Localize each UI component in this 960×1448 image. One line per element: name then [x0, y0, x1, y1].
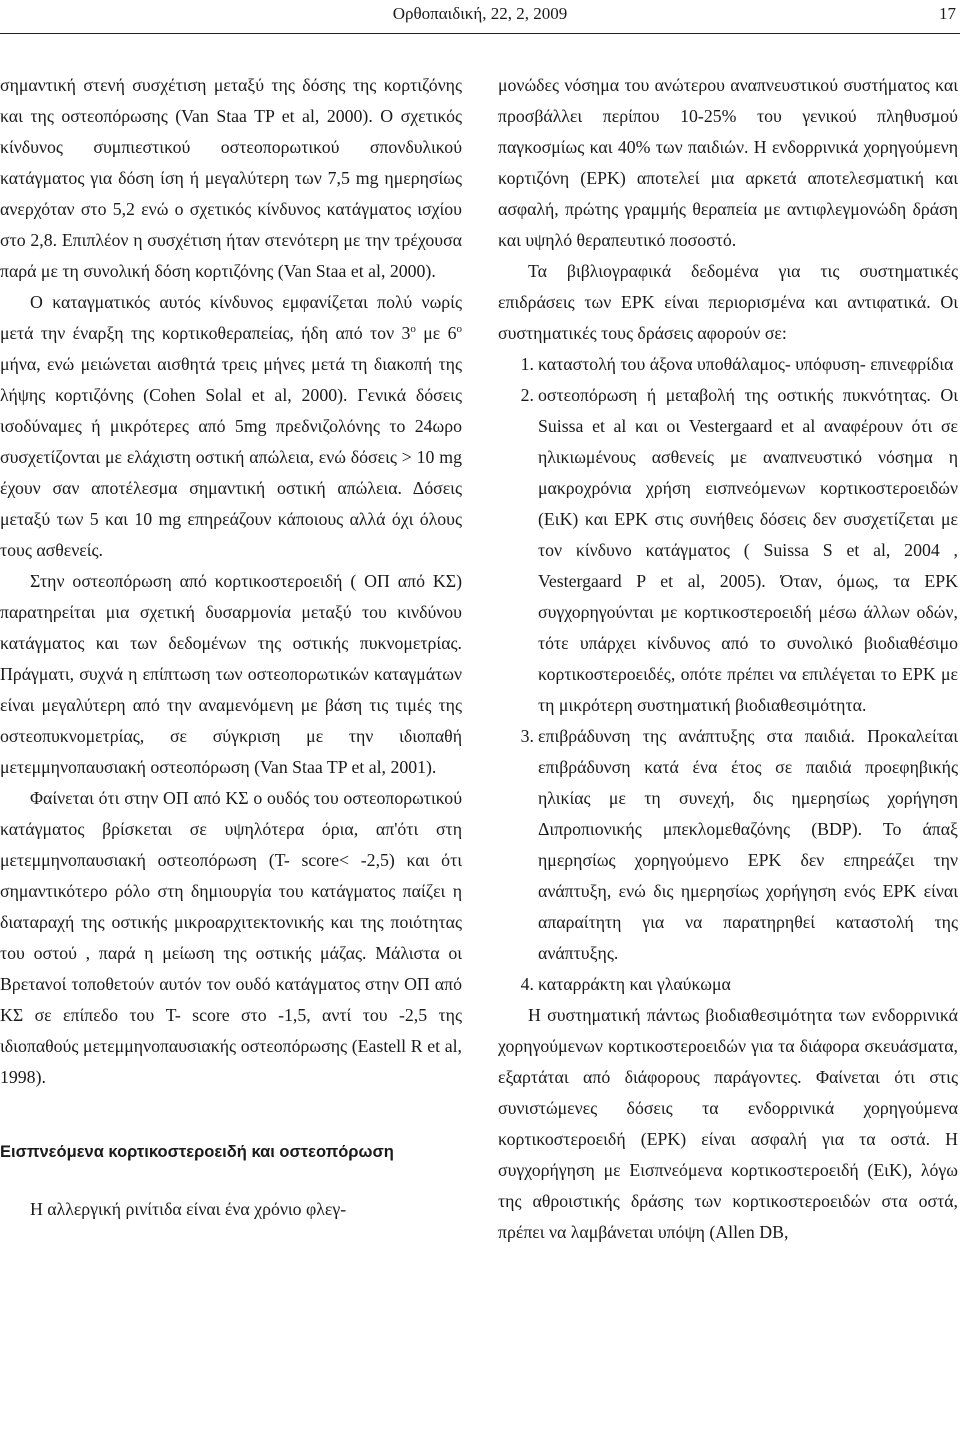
list-text: επιβράδυνση της ανάπτυξης στα παιδιά. Προκαλείται επιβράδυνση κατά ένα έτος σε παιδιά προεφηβικής ηλικίας με τη συνεχή, δις ημερησίως χορήγηση Διπροπιονικής μπεκλομεθαζόνης (BDP). Το άπαξ ημερησίως χορηγούμενο ΕΡΚ δεν επηρεάζει την ανάπτυξη, ενώ δις ημερησίως χορήγηση ενός ΕΡΚ είναι απαραίτητη για να παρατηρηθεί καταστολή της ανάπτυξης.	[538, 726, 958, 963]
list-item	[498, 969, 958, 1000]
journal-citation: Ορθοπαιδική, 22, 2, 2009	[392, 4, 568, 23]
effects-list	[498, 349, 958, 1000]
page-header	[0, 0, 960, 30]
text-run: με 6	[415, 323, 457, 343]
list-text: καταρράκτη και γλαύκωμα	[538, 974, 731, 994]
paragraph: Στην οστεοπόρωση από κορτικοστεροειδή ( ΟΠ από ΚΣ) παρατηρείται μια σχετική δυσαρμονία μεταξύ του κινδύνου κατάγματος και των δεδομένων της οστικής πυκνομετρίας. Πράγματι, συχνά η επίπτωση των οστεοπορωτικών καταγμάτων είναι μεγαλύτερη από την αναμενόμενη με βάση τις τιμές της οστεοπυκνομετρίας, σε σύγκριση με την ιδιοπαθή μετεμμηνοπαυσιακή οστεοπόρωση (Van Staa TP et al, 2001).	[0, 571, 462, 777]
list-item	[498, 349, 958, 380]
paragraph: Η συστηματική πάντως βιοδιαθεσιμότητα των ενδορρινικά χορηγούμενων κορτικοστεροειδών για τα διάφορα σκευάσματα, εξαρτάται από διάφορους παράγοντες. Φαίνεται ότι στις συνιστώμενες δόσεις τα ενδορρινικά χορηγούμενα κορτικοστεροειδή (ΕΡΚ) είναι ασφαλή για τα οστά. Η συγχορήγηση με Εισπνεόμενα κορτικοστεροειδή (ΕιΚ), λόγω της αθροιστικής δράσης των κορτικοστεροειδών στα οστά, πρέπει να λαμβάνεται υπόψη (Allen DB,	[498, 1005, 958, 1242]
list-item	[498, 380, 958, 721]
superscript: ο	[456, 323, 462, 336]
paragraph: μονώδες νόσημα του ανώτερου αναπνευστικού συστήματος και προσβάλλει περίπου 10-25% του γενικού πληθυσμού παγκοσμίως και 40% των παιδιών. Η ενδορρινικά χορηγούμενη κορτιζόνη (ΕΡΚ) αποτελεί μια αρκετά αποτελεσματική και ασφαλή, πρώτης γραμμής θεραπεία με αντιφλεγμονώδη δράση και υψηλό θεραπευτικό ποσοστό.	[498, 75, 958, 250]
text-run: Ο καταγματικός αυτός κίνδυνος εμφανίζεται πολύ νωρίς μετά την έναρξη της κορτικοθεραπείας, ήδη από τον 3	[0, 292, 462, 343]
paragraph: Η αλλεργική ρινίτιδα είναι ένα χρόνιο φλεγ-	[30, 1199, 347, 1219]
section-heading: Εισπνεόμενα κορτικοστεροειδή και οστεοπόρωση	[0, 1143, 394, 1161]
spacer	[0, 1093, 462, 1137]
list-number: 1.	[520, 354, 534, 374]
paragraph: Τα βιβλιογραφικά δεδομένα για τις συστηματικές επιδράσεις των ΕΡΚ είναι περιορισμένα και αντιφατικά. Οι συστηματικές τους δράσεις αφορούν σε:	[498, 261, 958, 343]
text-run: μήνα, ενώ μειώνεται αισθητά τρεις μήνες μετά τη διακοπή της λήψης κορτιζόνης (Cohen Solal et al, 2000). Γενικά δόσεις ισοδύναμες ή μικρότερες από 5mg πρεδνιζολόνης το 24ωρο συσχετίζονται με ελάχιστη οστική απώλεια, ενώ δόσεις > 10 mg έχουν σαν αποτέλεσμα σημαντική οστική απώλεια. Δόσεις μεταξύ των 5 και 10 mg επηρεάζουν κάποιους αλλά όχι όλους τους ασθενείς.	[0, 354, 462, 560]
superscript: ο	[410, 323, 416, 336]
header-rule	[0, 33, 960, 34]
spacer	[0, 1168, 462, 1194]
paragraph: σημαντική στενή συσχέτιση μεταξύ της δόσης της κορτιζόνης και της οστεοπόρωσης (Van Staa TP et al, 2000). Ο σχετικός κίνδυνος συμπιεστικού οστεοπορωτικού σπονδυλικού κατάγματος για δόση ίση ή μεγαλύτερη των 7,5 mg ημερησίως ανερχόταν στο 5,2 ενώ ο σχετικός κίνδυνος κατάγματος ισχίου στο 2,8. Επιπλέον η συσχέτιση ήταν στενότερη με την τρέχουσα παρά με τη συνολική δόση κορτιζόνης (Van Staa et al, 2000).	[0, 75, 462, 281]
list-text: καταστολή του άξονα υποθάλαμος- υπόφυση- επινεφρίδια	[538, 354, 954, 374]
paragraph: Φαίνεται ότι στην ΟΠ από ΚΣ ο ουδός του οστεοπορωτικού κατάγματος βρίσκεται σε υψηλότερα όρια, απ'ότι στη μετεμμηνοπαυσιακή οστεοπόρωση (T- score< -2,5) και ότι σημαντικότερο ρόλο στη δημιουργία του κατάγματος παίζει η διαταραχή της οστικής μικροαρχιτεκτονικής και της ποιότητας του οστού , παρά η μείωση της οστικής μάζας. Μάλιστα οι Βρετανοί τοποθετούν αυτόν τον ουδό κατάγματος στην ΟΠ από ΚΣ σε επίπεδο του T- score στο -1,5, αντί του -2,5 της ιδιοπαθούς μετεμμηνοπαυσιακής οστεοπόρωσης (Eastell R et al, 1998).	[0, 788, 462, 1087]
list-number: 2.	[520, 385, 534, 405]
paragraph	[0, 287, 462, 566]
page-number: 17	[939, 4, 956, 23]
right-column	[498, 70, 958, 1442]
list-text: οστεοπόρωση ή μεταβολή της οστικής πυκνότητας. Οι Suissa et al και οι Vestergaard et al αναφέρουν ότι σε ηλικιωμένους ασθενείς με αναπνευστικό νόσημα η μακροχρόνια χρήση εισπνεόμενων κορτικοστεροειδών (ΕιΚ) και ΕΡΚ στις συνήθεις δόσεις δεν συσχετίζεται με τον κίνδυνο κατάγματος ( Suissa S et al, 2004 , Vestergaard P et al, 2005). Όταν, όμως, τα ΕΡΚ συγχορηγούνται με κορτικοστεροειδή μέσω άλλων οδών, τότε υπάρχει κίνδυνος από το συνολικό βιοδιαθέσιμο κορτικοστεροειδές, οπότε πρέπει να επιλέγεται το ΕΡΚ με τη μικρότερη συστηματική βιοδιαθεσιμότητα.	[538, 385, 958, 715]
left-column	[0, 70, 462, 1442]
list-number: 4.	[520, 974, 534, 994]
list-number: 3.	[520, 726, 534, 746]
list-item	[498, 721, 958, 969]
